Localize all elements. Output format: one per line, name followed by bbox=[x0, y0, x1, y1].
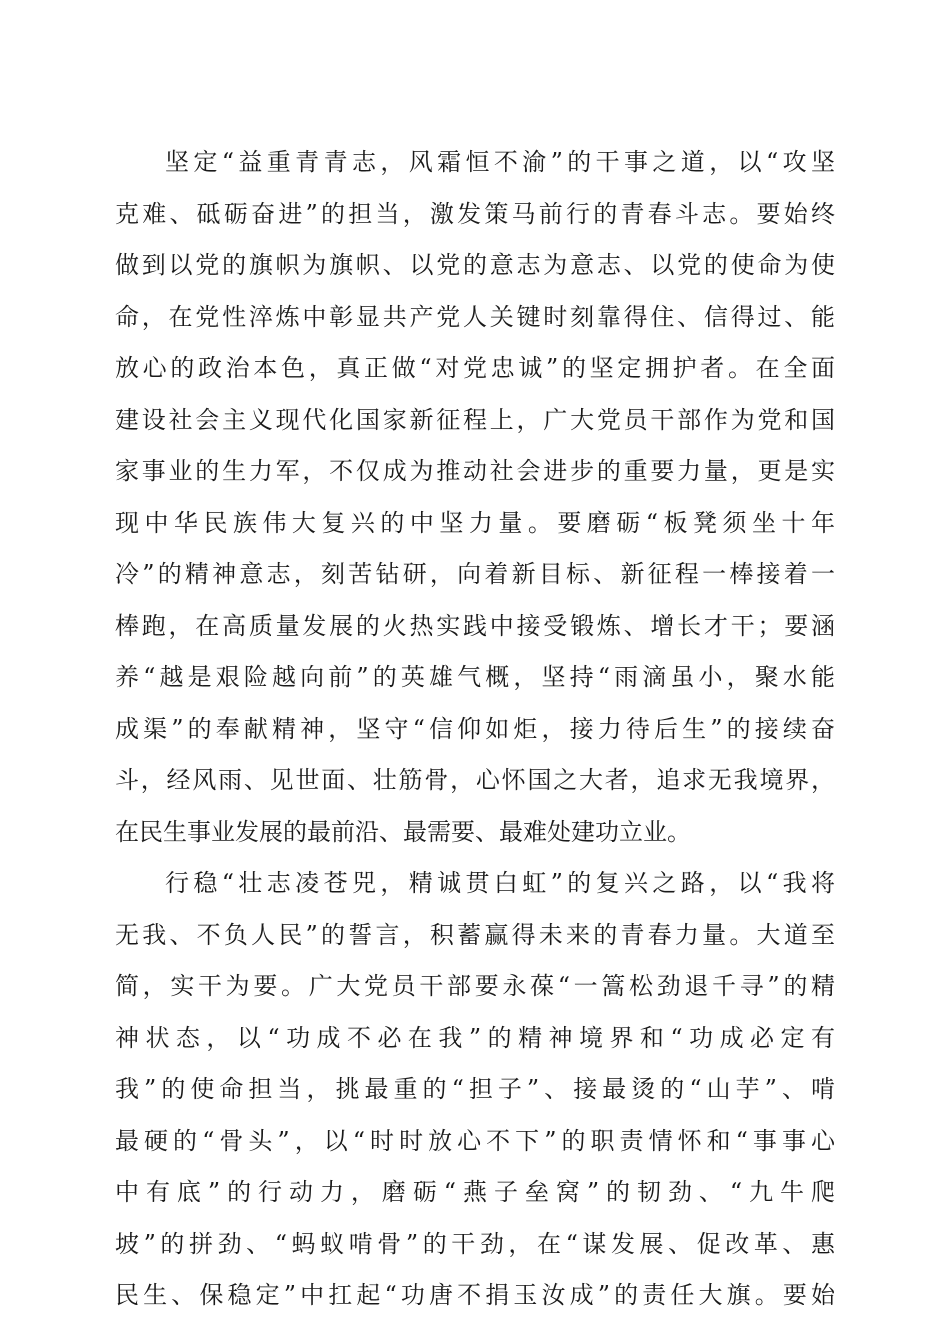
text-line: 做到以党的旗帜为旗帜、以党的意志为意志、以党的使命为使 bbox=[115, 251, 835, 279]
text-line: 中有底”的行动力，磨砺“燕子垒窝”的韧劲、“九牛爬 bbox=[115, 1178, 835, 1206]
text-line: 命，在党性淬炼中彰显共产党人关键时刻靠得住、信得过、能 bbox=[115, 302, 835, 331]
text-line: 坚定“益重青青志，风霜恒不渝”的干事之道，以“攻坚 bbox=[165, 148, 835, 176]
paragraph-2 bbox=[115, 858, 835, 1322]
text-line: 棒跑，在高质量发展的火热实践中接受锻炼、增长才干；要涵 bbox=[115, 611, 835, 640]
text-line: 民生、保稳定”中扛起“功唐不捐玉汝成”的责任大旗。要始 bbox=[115, 1281, 835, 1309]
text-line: 无我、不负人民”的誓言，积蓄赢得未来的青春力量。大道至 bbox=[115, 920, 835, 949]
text-line: 我”的使命担当，挑最重的“担子”、接最烫的“山芋”、啃 bbox=[115, 1075, 835, 1103]
body-text bbox=[115, 137, 835, 1322]
text-line: 斗，经风雨、见世面、壮筋骨，心怀国之大者，追求无我境界， bbox=[115, 766, 835, 794]
text-line: 坡”的拼劲、“蚂蚁啃骨”的干劲，在“谋发展、促改革、惠 bbox=[115, 1229, 835, 1258]
text-line: 克难、砥砺奋进”的担当，激发策马前行的青春斗志。要始终 bbox=[115, 199, 835, 228]
text-line: 在民生事业发展的最前沿、最需要、最难处建功立业。 bbox=[115, 817, 691, 846]
text-line: 最硬的“骨头”，以“时时放心不下”的职责情怀和“事事心 bbox=[115, 1126, 835, 1155]
text-line: 冷”的精神意志，刻苦钻研，向着新目标、新征程一棒接着一 bbox=[115, 560, 835, 588]
text-line: 神状态，以“功成不必在我”的精神境界和“功成必定有 bbox=[115, 1023, 835, 1052]
text-line: 建设社会主义现代化国家新征程上，广大党员干部作为党和国 bbox=[115, 405, 835, 434]
text-line: 家事业的生力军，不仅成为推动社会进步的重要力量，更是实 bbox=[115, 457, 835, 485]
text-line: 放心的政治本色，真正做“对党忠诚”的坚定拥护者。在全面 bbox=[115, 354, 835, 382]
text-line: 养“越是艰险越向前”的英雄气概，坚持“雨滴虽小，聚水能 bbox=[115, 663, 835, 691]
text-line: 简，实干为要。广大党员干部要永葆“一篙松劲退千寻”的精 bbox=[115, 972, 835, 1000]
text-line: 成渠”的奉献精神，坚守“信仰如炬，接力待后生”的接续奋 bbox=[115, 714, 835, 743]
text-line: 现中华民族伟大复兴的中坚力量。要磨砺“板凳须坐十年 bbox=[115, 508, 835, 537]
text-line: 行稳“壮志凌苍兕，精诚贯白虹”的复兴之路，以“我将 bbox=[165, 869, 835, 897]
paragraph-1 bbox=[115, 137, 835, 858]
